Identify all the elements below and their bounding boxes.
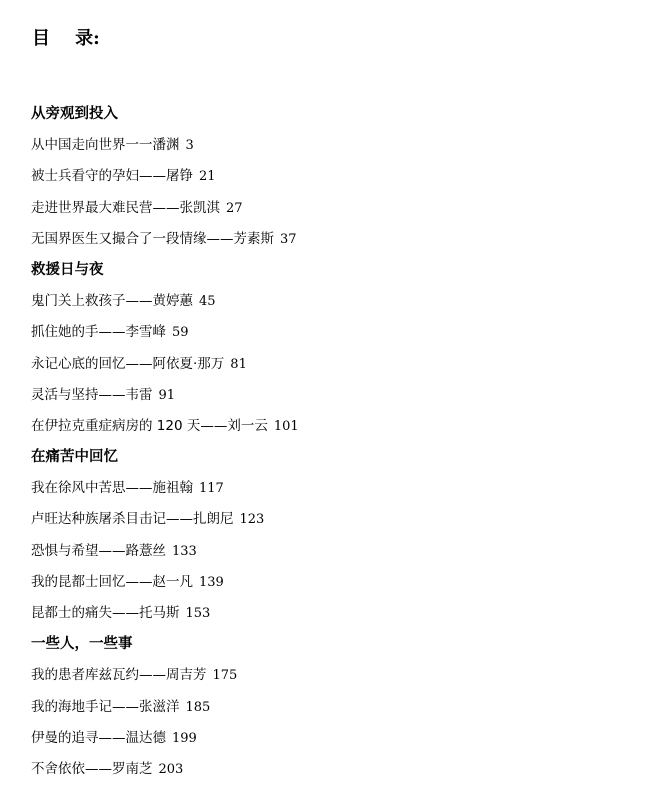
entry-page-number: 185 [185,699,211,715]
entry-page-number: 27 [226,200,243,216]
section-heading: 从旁观到投入 [31,105,118,122]
toc-entry [31,507,651,538]
entry-title: 从中国走向世界一一潘渊 [31,137,180,154]
entry-page-number: 199 [172,730,197,746]
entry-title: 在伊拉克重症病房的 120 天——刘一云 [31,417,268,434]
entry-title: 无国界医生又撮合了一段情缘——芳素斯 [31,230,274,247]
entry-title: 被士兵看守的孕妇——屠铮 [31,168,193,185]
entry-page-number: 37 [280,231,297,247]
toc-entry [31,539,651,570]
entry-page-number: 153 [185,606,211,621]
entry-title: 灵活与坚持——韦雷 [31,386,153,403]
toc-entry [31,757,651,788]
entry-page-number: 175 [212,668,238,684]
entry-title: 鬼门关上救孩子——黄婷蕙 [31,293,193,310]
entry-page-number: 123 [239,512,265,528]
entry-title: 我的海地手记——张滋洋 [31,698,180,715]
entry-page-number: 59 [172,325,189,341]
toc-entry [31,663,651,694]
toc-entry [31,414,651,445]
entry-title: 走进世界最大难民营——张凯淇 [31,199,220,216]
toc-entry [31,352,651,383]
toc-entry [31,476,651,507]
toc-entry [31,196,651,227]
entry-page-number: 133 [172,543,197,559]
entry-title: 我的患者库兹瓦约——周吉芳 [31,667,207,684]
entry-page-number: 117 [199,481,224,497]
entry-page-number: 91 [158,387,176,403]
toc-entry [31,164,651,195]
toc-entry [31,726,651,757]
section-heading: 在痛苦中回忆 [31,448,118,466]
entry-title: 我在徐风中苦思——施祖翰 [31,480,193,497]
entry-page-number: 101 [273,418,299,434]
toc-entry [31,570,651,601]
toc-entry [31,133,651,164]
entry-page-number: 139 [199,574,224,590]
entry-title: 我的昆都士回忆——赵一凡 [31,573,193,590]
section-heading: 一些人，一些事 [31,635,133,653]
toc-entry [31,383,651,414]
toc-entry [31,695,651,726]
entry-title: 不舍依依——罗南芝 [31,760,153,777]
toc-list [31,102,651,788]
entry-title: 恐惧与希望——路薏丝 [31,542,166,559]
entry-page-number: 45 [199,294,216,310]
entry-page-number: 21 [199,169,216,185]
toc-entry [31,601,651,632]
entry-page-number: 203 [158,761,184,777]
entry-title: 伊曼的追寻——温达德 [31,729,166,746]
entry-page-number: 81 [230,356,247,372]
entry-title: 卢旺达种族屠杀目击记——扎朗尼 [31,511,234,528]
entry-title: 昆都士的痛失——托马斯 [31,605,180,621]
entry-title: 抓住她的手——李雪峰 [31,324,166,341]
section-heading: 救援日与夜 [31,260,104,278]
toc-entry [31,289,651,320]
toc-title: 目 录: [32,28,100,49]
toc-entry [31,227,651,258]
entry-page-number: 3 [185,138,194,154]
toc-entry [31,320,651,351]
entry-title: 永记心底的回忆——阿依夏·那万 [31,355,225,372]
